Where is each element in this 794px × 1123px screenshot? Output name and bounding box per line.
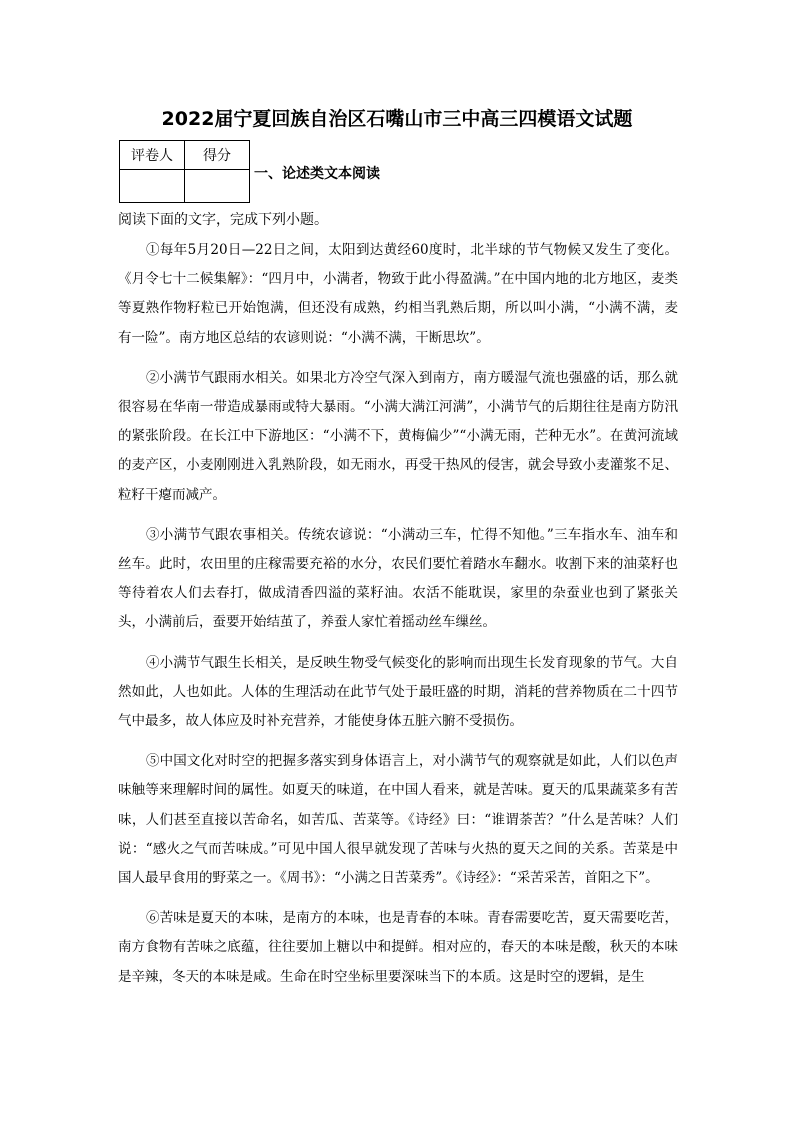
score-table-reviewer-header: 评卷人 xyxy=(120,141,185,170)
section-heading: 一、论述类文本阅读 xyxy=(254,166,380,182)
score-table-score-cell xyxy=(185,170,250,203)
page-title: 2022届宁夏回族自治区石嘴山市三中高三四模语文试题 xyxy=(161,108,633,130)
reading-instruction: 阅读下面的文字，完成下列小题。 xyxy=(118,212,328,228)
score-table-reviewer-cell xyxy=(120,170,185,203)
paragraph-4: ④小满节气跟生长相关，是反映生物受气候变化的影响而出现生长发育现象的节气。大自然如此，人也如此。人体的生理活动在此节气处于最旺盛的时期，消耗的营养物质在二十四节气中最多，故人体应及时补充营养，才能使身体五脏六腑不受损伤。 xyxy=(118,654,678,730)
paragraph-3: ③小满节气跟农事相关。传统农谚说：“小满动三车，忙得不知他。”三车指水车、油车和丝车。此时，农田里的庄稼需要充裕的水分，农民们要忙着踏水车翻水。收割下来的油菜籽也等待着农人们去春打，做成清香四溢的菜籽油。农活不能耽误，家里的杂蚕业也到了紧张关头，小满前后，蚕要开始结茧了，养蚕人家忙着摇动丝车缫丝。 xyxy=(118,526,678,631)
score-table-score-header: 得分 xyxy=(185,141,250,170)
paragraph-2: ②小满节气跟雨水相关。如果北方冷空气深入到南方，南方暖湿气流也强盛的话，那么就很容易在华南一带造成暴雨或特大暴雨。“小满大满江河满”，小满节气的后期往往是南方防汛的紧张阶段。在长江中下游地区：“小满不下，黄梅偏少”“小满无雨，芒种无水”。在黄河流域的麦产区，小麦刚刚进入乳熟阶段，如无雨水，再受干热风的侵害，就会导致小麦灌浆不足、粒籽干瘪而减产。 xyxy=(118,369,678,503)
passage-body xyxy=(118,236,678,1003)
score-table xyxy=(119,140,250,203)
paragraph-6: ⑥苦味是夏天的本味，是南方的本味，也是青春的本味。青春需要吃苦，夏天需要吃苦，南方食物有苦味之底蕴，往往要加上糖以中和提鲜。相对应的，春天的本味是酸，秋天的本味是辛辣，冬天的本味是咸。生命在时空坐标里要深味当下的本质。这是时空的逻辑，是生 xyxy=(118,910,678,985)
paragraph-1: ①每年5月20日—22日之间，太阳到达黄经60度时，北半球的节气物候又发生了变化。《月令七十二候集解》：“四月中，小满者，物致于此小得盈满。”在中国内地的北方地区，麦类等夏熟作物籽粒已开始饱满，但还没有成熟，约相当乳熟后期，所以叫小满，“小满不满，麦有一险”。南方地区总结的农谚则说：“小满不满，干断思坎”。 xyxy=(118,242,678,346)
paragraph-5: ⑤中国文化对时空的把握多落实到身体语言上，对小满节气的观察就是如此，人们以色声味触等来理解时间的属性。如夏天的味道，在中国人看来，就是苦味。夏天的瓜果蔬菜多有苦味，人们甚至直接以苦命名，如苦瓜、苦菜等。《诗经》曰：“谁谓荼苦？”什么是苦味？人们说：“感火之气而苦味成。”可见中国人很早就发现了苦味与火热的夏天之间的关系。苦菜是中国人最早食用的野菜之一。《周书》：“小满之日苦菜秀”。《诗经》：“采苦采苦，首阳之下”。 xyxy=(118,753,678,887)
